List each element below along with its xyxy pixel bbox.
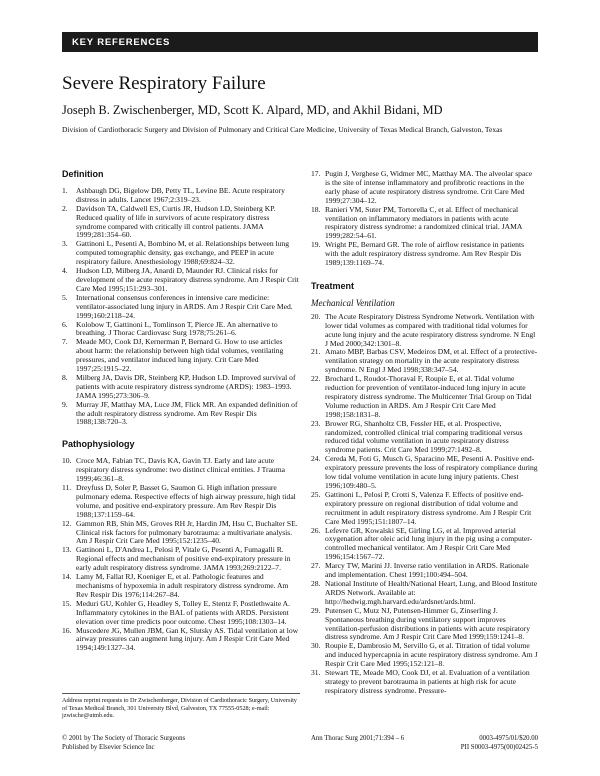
reference-item xyxy=(311,375,538,420)
reference-text: Dreyfuss D, Soler P, Basset G, Saumon G. High inflation pressure pulmonary edema. Respective effects of high airway pressure, high tidal volume, and positive end-expiratory pressure. Am Rev Respir Dis 1988;137:1159–64. xyxy=(76,483,296,519)
reference-text: Murray JF, Matthay MA, Luce JM, Flick MR. An expanded definition of the adult respiratory distress syndrome. Am Rev Respir Dis 1988;138:720–3. xyxy=(76,399,298,427)
reference-item xyxy=(62,627,300,654)
journal-citation: Ann Thorac Surg 2001;71:394 – 6 xyxy=(311,735,405,742)
reference-item xyxy=(311,420,538,456)
reference-item xyxy=(311,241,538,268)
reference-item xyxy=(62,205,300,241)
reference-number: 6. xyxy=(62,319,68,329)
author-affiliation: Division of Cardiothoracic Surgery and Division of Pulmonary and Critical Care Medicine, University of Texas Medical Branch, Galveston, Texas xyxy=(62,125,503,134)
reference-item xyxy=(311,642,538,669)
reference-text: Meade MO, Cook DJ, Kernerman P, Bernard G. How to use articles about harm: the relationship between high tidal volumes, ventilating pressures, and ventilator induced lung injury. Crit Care Med 1997;25:1915–22. xyxy=(76,337,284,374)
subsection-heading-ventilation: Mechanical Ventilation xyxy=(311,297,395,308)
reference-item xyxy=(62,484,300,520)
reference-number: 4. xyxy=(62,266,68,276)
treatment-reference-list xyxy=(311,313,538,696)
reference-list xyxy=(62,187,300,427)
reference-item xyxy=(311,348,538,375)
right-column xyxy=(311,170,538,696)
section-heading-pathophysiology: Pathophysiology xyxy=(62,439,135,450)
banner-label: KEY REFERENCES xyxy=(72,36,171,48)
reference-text: Kolobow T, Gattinoni L, Tomlinson T, Pierce JE. An alternative to breathing. J Thorac Cardiovasc Surg 1978;75:261–6. xyxy=(76,319,278,338)
reprint-address: Address reprint requests to Dr Zwischenberger, Division of Cardiothoracic Surgery, University of Texas Medical Branch, 301 University Blvd, Galveston, TX 77555-0528; e-mail: jzwische@utmb.edu. xyxy=(62,693,300,720)
reference-text: Lefevre GR, Kowalski SE, Girling LG, et al. Improved arterial oxygenation after oleic acid lung injury in the pig using a computer-controlled mechanical ventilator. Am J Respir Crit Care Med 1996;154:1567–72. xyxy=(325,525,533,562)
reference-item xyxy=(311,562,538,580)
reference-number: 22. xyxy=(311,374,321,384)
pii: PII S0003-4975(00)02425-5 xyxy=(460,743,538,751)
reference-item xyxy=(311,669,538,696)
reference-item xyxy=(62,600,300,627)
reference-text: Roupie E, Dambrosio M, Servillo G, et al. Titration of tidal volume and induced hypercapnia in acute respiratory distress syndrome. Am J Respir Crit Care Med 1995;152:121–8. xyxy=(325,641,538,669)
reference-item xyxy=(62,267,300,294)
reference-number: 24. xyxy=(311,454,321,464)
reference-text: Gattinoni L, Pelosi P, Crotti S, Valenza F. Effects of positive end-expiratory pressure on regional distribution of tidal volume and recruitment in adult respiratory distress syndrome. Am J Respir Crit Care Med 1995;151:1807–14. xyxy=(325,489,532,526)
reference-text: Brochard L, Roudot-Thoraval F, Roupie E, et al. Tidal volume reduction for prevention of ventilator-induced lung injury in acute respiratory distress syndrome. The Multicenter Trial Group on Tidal Volume reduction in ARDS. Am J Respir Crit Care Med 1998;158:1831–8. xyxy=(325,374,532,419)
reference-text: Ranieri VM, Suter PM, Tortorella C, et al. Effect of mechanical ventilation on inflammatory mediators in patients with acute respiratory distress syndrome: a randomized clinical trial. JAMA 1999;282:54–61. xyxy=(325,204,522,241)
reference-text: Hudson LD, Milberg JA, Anardi D, Maunder RJ. Clinical risks for development of the acute respiratory distress syndrome. Am J Respir Crit Care Med 1995;151:293–301. xyxy=(76,266,299,293)
reference-number: 1. xyxy=(62,185,68,195)
reference-item xyxy=(62,546,300,573)
reference-number: 15. xyxy=(62,598,72,608)
reference-number: 3. xyxy=(62,239,68,249)
left-column xyxy=(62,170,300,653)
reference-item xyxy=(311,170,538,206)
reference-number: 21. xyxy=(311,347,321,357)
article-authors: Joseph B. Zwischenberger, MD, Scott K. Alpard, MD, and Akhil Bidani, MD xyxy=(62,103,443,117)
reference-item xyxy=(62,573,300,600)
reference-item xyxy=(311,313,538,349)
reference-text: Ashbaugh DG, Bigelow DB, Petty TL, Levine BE. Acute respiratory distress in adults. Lancet 1967;2:319–23. xyxy=(76,185,285,204)
reference-text: Cereda M, Foti G, Musch G, Sparacino ME, Pesenti A. Positive end-expiratory pressure prevents the loss of respiratory compliance during low tidal volume ventilation in acute lung injury patients. Chest 1996;109:480–5. xyxy=(325,454,538,490)
reference-text: Brower RG, Shanholtz CB, Fessler HE, et al. Prospective, randomized, controlled clinical trial comparing traditional versus reduced tidal volume ventilation in acute respiratory distress syndrome patients. Crit Care Med 1999;27:1492–8. xyxy=(325,418,523,455)
issn: 0003-4975/01/$20.00 xyxy=(479,735,538,742)
publisher: Published by Elsevier Science Inc xyxy=(62,743,155,751)
reference-item xyxy=(62,294,300,321)
reference-number: 26. xyxy=(311,525,321,535)
reference-text: Pugin J, Verghese G, Widmer MC, Matthay MA. The alveolar space is the site of intense inflammatory and profibrotic reactions in the early phase of acute respiratory distress syndrome. Crit Care Med 1999;27:304–12. xyxy=(325,169,533,205)
reference-text: Meduri GU, Kohler G, Headley S, Tolley E, Stentz F, Postlethwaite A. Inflammatory cytokines in the BAL of patients with ARDS. Persistent elevation over time predicts poor outcome. Chest 1995;108:1303–14. xyxy=(76,598,291,626)
reference-text: Milberg JA, Davis DR, Steinberg KP, Hudson LD. Improved survival of patients with acute respiratory distress syndrome (ARDS): 1983–1993. JAMA 1995;273:306–9. xyxy=(76,372,296,400)
reference-item xyxy=(311,491,538,527)
copyright: © 2001 by The Society of Thoracic Surgeons xyxy=(62,735,186,742)
reference-item xyxy=(62,240,300,267)
reference-number: 11. xyxy=(62,483,72,492)
reference-item xyxy=(62,321,300,339)
reference-text: Gattinoni L, Pesenti A, Bombino M, et al. Relationships between lung computed tomographic density, gas exchange, and PEEP in acute respiratory failure. Anesthesiology 1988;69:824–32. xyxy=(76,239,290,267)
reference-number: 7. xyxy=(62,337,68,347)
reference-number: 5. xyxy=(62,292,68,302)
reference-item xyxy=(62,374,300,401)
reference-text: National Institute of Health/National Heart, Lung, and Blood Institute ARDS Network. Available at: http://hedwig.mgh.harvard.edu/ardsnet/ards.html. xyxy=(325,578,538,606)
reference-item xyxy=(62,338,300,374)
reference-text: The Acute Respiratory Distress Syndrome Network. Ventilation with lower tidal volumes as compared with traditional tidal volumes for acute lung injury and the acute respiratory distress syndrome. N Engl J Med 2000;342:1301–8. xyxy=(325,311,536,348)
reference-item xyxy=(311,206,538,242)
reference-number: 27. xyxy=(311,561,321,571)
reference-number: 23. xyxy=(311,418,321,428)
reference-number: 30. xyxy=(311,641,321,651)
section-heading-treatment: Treatment xyxy=(311,280,355,291)
reference-number: 12. xyxy=(62,518,72,528)
reference-number: 31. xyxy=(311,668,321,678)
reference-number: 16. xyxy=(62,625,72,635)
footer-left xyxy=(62,735,185,752)
reference-number: 20. xyxy=(311,311,321,321)
reference-item xyxy=(62,187,300,205)
reference-item xyxy=(62,401,300,428)
reference-text: Putensen C, Mutz NJ, Putensen-Himmer G, Zinserling J. Spontaneous breathing during ventilatory support improves ventilation-perfusion distributions in patients with acute respiratory distress syndrome. Am J Respir Crit Care Med 1999;159:1241–8. xyxy=(325,605,530,642)
footer-right xyxy=(311,735,538,752)
reference-list xyxy=(62,457,300,653)
reference-text: Wright PE, Bernard GR. The role of airflow resistance in patients with the adult respiratory distress syndrome. Am Rev Respir Dis 1989;139:1169–74. xyxy=(325,240,525,268)
reference-item xyxy=(311,455,538,491)
reference-number: 17. xyxy=(311,169,321,178)
reference-number: 2. xyxy=(62,203,68,213)
reference-number: 18. xyxy=(311,204,321,214)
reference-number: 28. xyxy=(311,578,321,588)
continued-reference-list xyxy=(311,170,538,268)
reference-number: 25. xyxy=(311,489,321,499)
reference-number: 29. xyxy=(311,605,321,615)
reference-item xyxy=(62,457,300,484)
reference-item xyxy=(311,607,538,643)
reference-item xyxy=(311,580,538,607)
reference-number: 9. xyxy=(62,399,68,409)
article-title: Severe Respiratory Failure xyxy=(62,73,266,94)
reference-text: Muscedere JG, Mullen JBM, Gan K, Slutsky AS. Tidal ventilation at low airway pressures can augment lung injury. Am J Respir Crit Care Med 1994;149:1327–34. xyxy=(76,625,299,653)
reference-text: Croce MA, Fabian TC, Davis KA, Gavin TJ. Early and late acute respiratory distress syndrome: two distinct clinical entities. J Trauma 1999;46:361–8. xyxy=(76,456,286,484)
reference-text: Stewart TE, Meade MO, Cook DJ, et al. Evaluation of a ventilation strategy to prevent barotrauma in patients at high risk for acute respiratory distress syndrome. Pressure- xyxy=(325,668,530,695)
reference-text: Gattinoni L, D'Andrea L, Pelosi P, Vitale G, Pesenti A, Fumagalli R. Regional effects and mechanism of positive end-expiratory pressure in early adult respiratory distress syndrome. JAMA 1993;269:2122–7. xyxy=(76,545,291,573)
reference-number: 14. xyxy=(62,572,72,582)
reference-number: 8. xyxy=(62,372,68,382)
section-banner xyxy=(62,32,538,52)
reference-text: Davidson TA, Caldwell ES, Curtis JR, Hudson LD, Steinberg KP. Reduced quality of life in survivors of acute respiratory distress syndrome compared with critically ill control patients. JAMA 1999;281:354–60. xyxy=(76,203,276,240)
reference-text: Lamy M, Fallat RJ, Koeniger E, et al. Pathologic features and mechanisms of hypoxemia in adult respiratory distress syndrome. Am Rev Respir Dis 1976;114:267–84. xyxy=(76,572,289,599)
reference-number: 10. xyxy=(62,456,72,466)
reference-item xyxy=(62,520,300,547)
section-heading-definition: Definition xyxy=(62,169,104,179)
reference-text: Gammon RB, Shin MS, Groves RH Jr, Hardin JM, Hsu C, Buchalter SE. Clinical risk factors for pulmonary barotrauma: a multivariate analysis. Am J Respir Crit Care Med 1995;152:1235–40. xyxy=(76,518,298,546)
reference-text: Amato MBP, Barbas CSV, Medeiros DM, et al. Effect of a protective-ventilation strategy on mortality in the acute respiratory distress syndrome. N Engl J Med 1998;338:347–54. xyxy=(325,347,538,375)
reference-number: 13. xyxy=(62,545,72,555)
reference-text: International consensus conferences in intensive care medicine: ventilator-associated lung injury in ARDS. Am J Respir Crit Care Med. 1999;160:2118–24. xyxy=(76,292,293,320)
reference-text: Marcy TW, Marini JJ. Inverse ratio ventilation in ARDS. Rationale and implementation. Chest 1991;100:494–504. xyxy=(325,561,529,580)
reference-number: 19. xyxy=(311,240,321,250)
reference-item xyxy=(311,527,538,563)
